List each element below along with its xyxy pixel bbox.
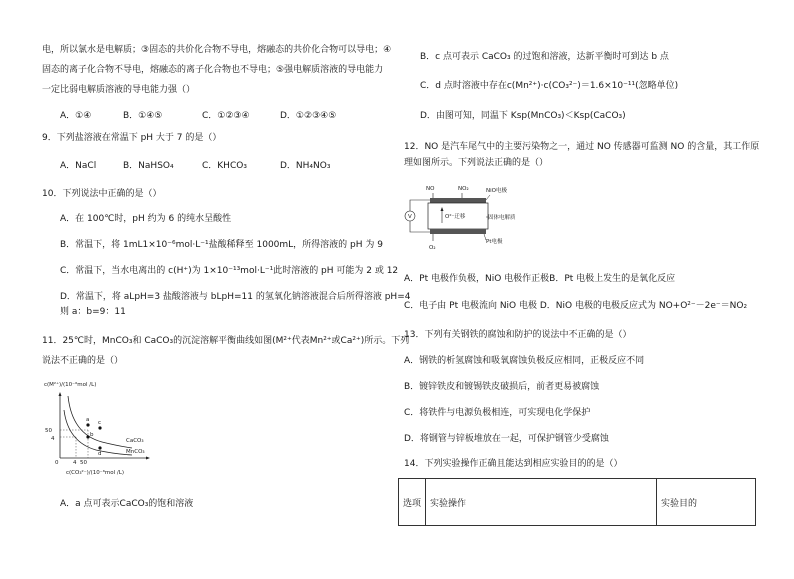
q10-stem: 10．下列说法中正确的是（） <box>42 189 162 199</box>
graph-origin: 0 <box>55 460 59 466</box>
q8-option-c: C．①②③④ <box>202 111 250 121</box>
q13-option-c: C．将铁件与电源负极相连，可实现电化学保护 <box>404 408 591 418</box>
q11-option-c: C．d 点时溶液中存在c(Mn²⁺)·c(CO₃²⁻)＝1.6×10⁻¹¹(忽略单位) <box>420 81 679 91</box>
graph-point-d <box>98 446 101 449</box>
graph-label-b: b <box>90 432 94 438</box>
table-row <box>399 479 756 526</box>
q9-option-c: C．KHCO₃ <box>202 161 247 171</box>
q11-option-a: A．a 点可表示CaCO₃的饱和溶液 <box>60 499 194 509</box>
q9-option-d: D．NH₄NO₃ <box>280 161 331 171</box>
graph-y-tick-4: 4 <box>51 436 55 442</box>
graph-point-c <box>98 426 101 429</box>
q8-option-a: A．①④ <box>60 111 92 121</box>
q14-header-option: 选项 <box>399 479 426 526</box>
diagram-label-electrolyte: 固体电解质 <box>488 215 516 221</box>
q13-option-a: A．钢铁的析氢腐蚀和吸氧腐蚀负极反应相同，正极反应不同 <box>404 356 645 366</box>
q13-stem: 13．下列有关钢铁的腐蚀和防护的说法中不正确的是（） <box>404 330 632 340</box>
solubility-graph <box>40 376 160 484</box>
q12-options-cd: C．电子由 Pt 电极流向 NiO 电极 D．NiO 电极的电极反应式为 NO+O²⁻－2e⁻＝NO₂ <box>404 301 748 311</box>
q14-stem: 14．下列实验操作正确且能达到相应实验目的的是（） <box>404 459 623 469</box>
diagram-label-no: NO <box>426 186 435 192</box>
graph-curve-mnco3 <box>64 410 132 455</box>
diagram-label-o2-migration: O²⁻迁移 <box>445 214 466 220</box>
q12-options-ab: A．Pt 电极作负极，NiO 电极作正极B．Pt 电极上发生的是氧化反应 <box>404 274 676 284</box>
graph-y-tick-50: 50 <box>45 428 52 434</box>
no-sensor-diagram <box>400 181 516 261</box>
diagram-label-pt: Pt电极 <box>486 239 503 245</box>
q13-option-b: B．镀锌铁皮和镀锡铁皮破损后，前者更易被腐蚀 <box>404 382 600 392</box>
q11-stem-line-2: 说法不正确的是（） <box>42 356 124 366</box>
q8-text-line-3: 一定比弱电解质溶液的导电能力强（） <box>42 85 196 95</box>
q8-option-b: B．①④⑤ <box>123 111 163 121</box>
nio-electrode <box>430 198 486 203</box>
q9-option-a: A．NaCl <box>60 161 97 171</box>
diagram-label-o2: O₂ <box>429 245 436 251</box>
q8-option-d: D．①②③④⑤ <box>280 111 337 121</box>
graph-label-c: c <box>98 420 102 426</box>
q14-header-purpose: 实验目的 <box>657 479 756 526</box>
q10-option-c: C．常温下，当水电离出的 c(H⁺)为 1×10⁻¹³mol·L⁻¹此时溶液的 pH 可能为 2 或 12 <box>60 266 399 276</box>
q9-option-b: B．NaHSO₄ <box>123 161 174 171</box>
graph-curve-label-caco3: CaCO₃ <box>126 438 144 444</box>
q12-stem-line-1: 12．NO 是汽车尾气中的主要污染物之一，通过 NO 传感器可监测 NO 的含量，其工作原 <box>404 142 760 152</box>
q9-stem: 9．下列盐溶液在常温下 pH 大于 7 的是（） <box>42 133 222 143</box>
graph-y-label: c(M²⁺)/(10⁻⁶mol /L) <box>44 382 97 388</box>
q12-stem-line-2: 理如图所示。下列说法正确的是（） <box>404 158 549 168</box>
q10-option-d-line-2: 则 a：b=9：11 <box>60 307 126 317</box>
graph-point-a <box>86 423 89 426</box>
q10-option-d-line-1: D．常温下，将 aLpH=3 盐酸溶液与 bLpH=11 的氢氧化钠溶液混合后所得溶液 pH=4 <box>60 292 411 302</box>
pt-electrode <box>430 229 486 234</box>
q11-option-d: D．由图可知，同温下 Ksp(MnCO₃)＜Ksp(CaCO₃) <box>420 111 626 121</box>
q14-header-operation: 实验操作 <box>426 479 657 526</box>
q8-text-line-2: 固态的离子化合物不导电，熔融态的离子化合物也不导电；⑤强电解质溶液的导电能力 <box>42 65 384 75</box>
q14-table <box>398 478 756 526</box>
q8-text-line-1: 电，所以氯水是电解质；③固态的共价化合物不导电，熔融态的共价化合物可以导电；④ <box>42 45 392 55</box>
diagram-label-no2: NO₂ <box>458 186 469 192</box>
graph-curve-label-mnco3: MnCO₃ <box>126 449 145 455</box>
graph-x-tick-4: 4 <box>73 460 77 466</box>
graph-x-tick-50: 50 <box>80 460 87 466</box>
diagram-label-nio: NiO电极 <box>486 188 507 194</box>
graph-x-label: c(CO₃²⁻)/(10⁻⁶mol /L) <box>66 470 124 476</box>
graph-label-d: d <box>98 451 102 457</box>
q10-option-b: B．常温下，将 1mL1×10⁻⁶mol·L⁻¹盐酸稀释至 1000mL，所得溶液的 pH 为 9 <box>60 240 383 250</box>
voltmeter-label: V <box>408 214 412 220</box>
q11-stem-line-1: 11．25℃时，MnCO₃和 CaCO₃的沉淀溶解平衡曲线如图(M²⁺代表Mn²⁺或Ca²⁺)所示。下列 <box>42 336 410 346</box>
q11-option-b: B．c 点可表示 CaCO₃ 的过饱和溶液，达新平衡时可到达 b 点 <box>420 52 669 62</box>
graph-label-a: a <box>86 417 90 423</box>
q10-option-a: A．在 100℃时，pH 约为 6 的纯水呈酸性 <box>60 214 232 224</box>
q13-option-d: D．将钢管与锌板堆放在一起，可保护钢管少受腐蚀 <box>404 434 609 444</box>
